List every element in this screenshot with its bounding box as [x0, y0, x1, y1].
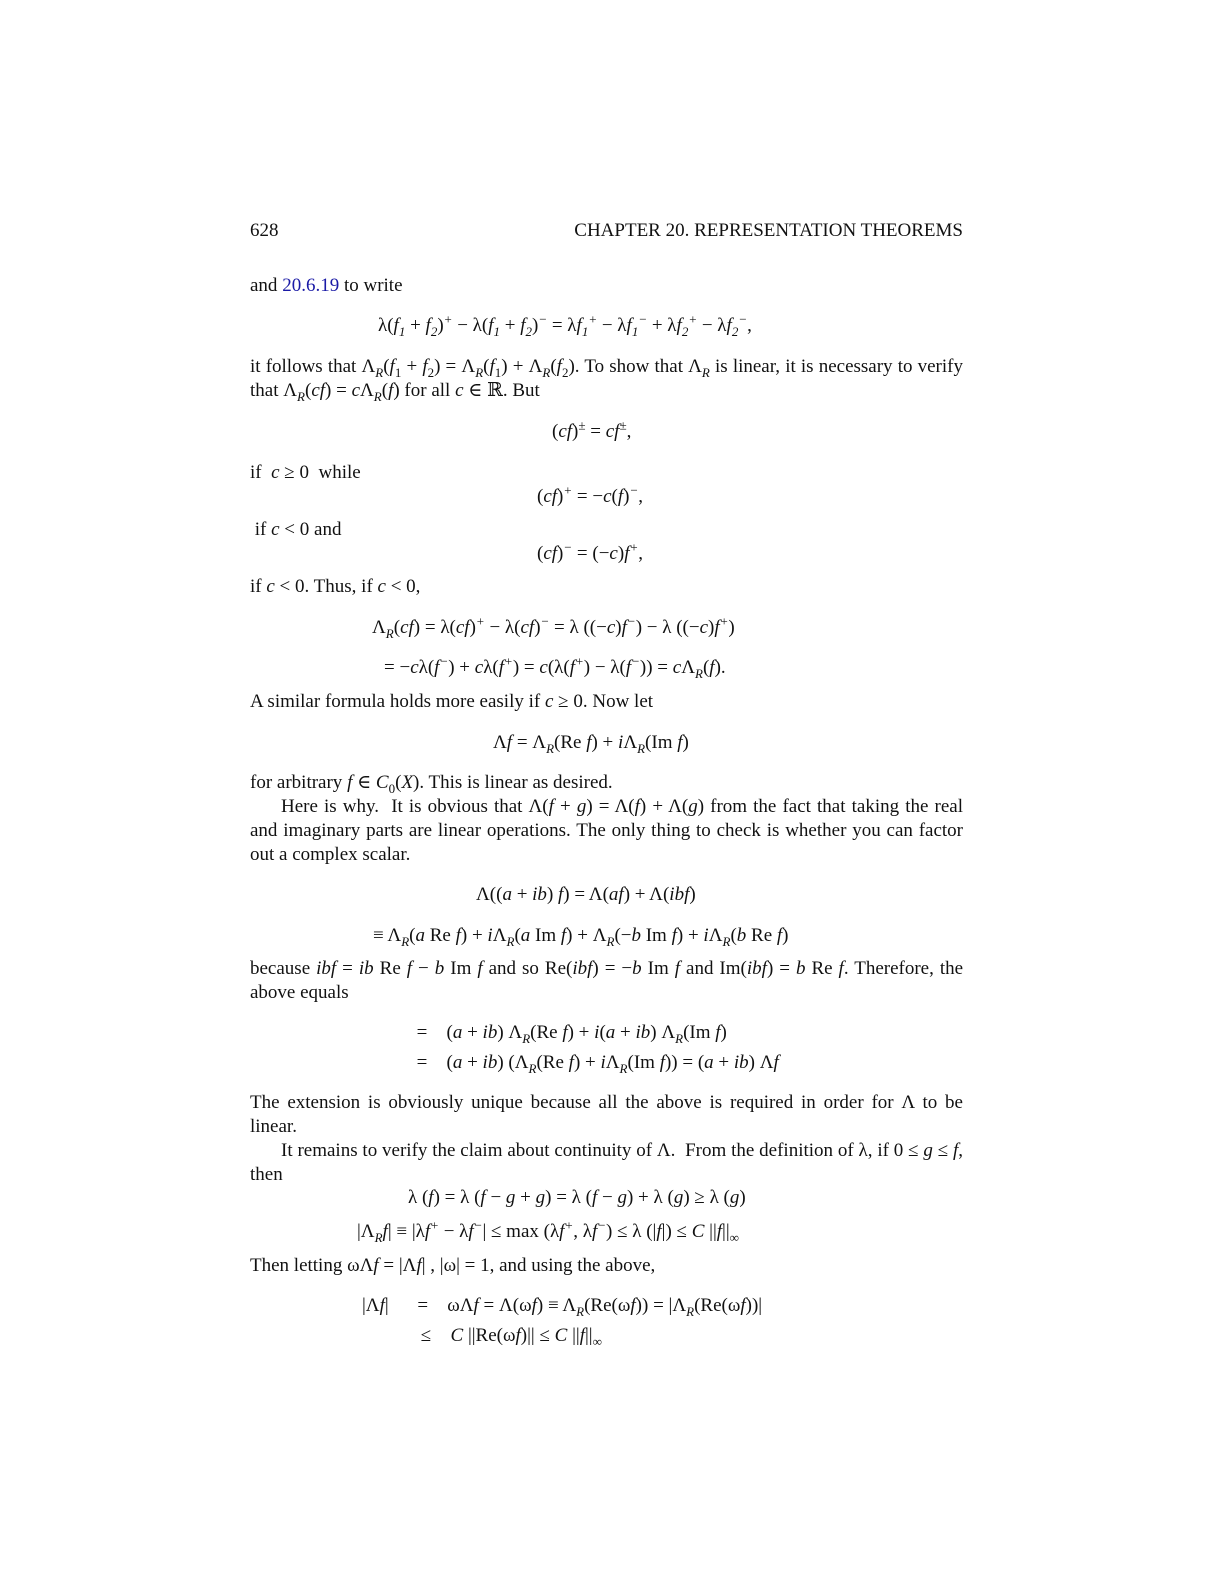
equation-8: ≡ $\Lambda_R(a$ Re $f) + i\Lambda_R(a$ Im $f) + \Lambda_R(-b$ Im $f) + i\Lambda_R(b$ Re f) — [373, 925, 789, 949]
paragraph-letting: Then letting ωΛf = |Λf| , |ω| = 1, and using the above, — [250, 1255, 656, 1276]
equation-3: (cf)+ = −c(f)−, — [537, 482, 643, 507]
equation-7: Λ((a + ib) f) = Λ(af) + Λ(ibf) — [476, 884, 696, 905]
equation-2: (cf)± = cf±, — [552, 417, 632, 442]
intro-line: and 20.6.19 to write — [250, 275, 403, 296]
equation-6: $\Lambda f = \Lambda_R(Re$ $f) + i\Lambda_R(Im$ f) — [493, 732, 689, 756]
equation-reference-link[interactable]: 20.6.19 — [282, 275, 340, 296]
equation-4: (cf)− = (−c)f+, — [537, 539, 643, 564]
paragraph-arbitrary: for arbitrary f ∈ $C_0(X)$. This is linear as desired. — [250, 772, 613, 796]
condition-1: if c ≥ 0 while — [250, 462, 361, 483]
condition-2: if c < 0 and — [250, 519, 342, 540]
equation-5b: = $-c\lambda(f^-) + c\lambda(f^+) = c(\lambda(f^+) - \lambda(f^-)) = c\Lambda_R(f)$. — [384, 653, 726, 681]
equation-12b: ≤ C ||Re(ωf)|| ≤ C $||f||_\infty$ — [420, 1325, 602, 1349]
equation-1: $\lambda(f_1 + f_2)^+ - \lambda(f_1 + f_2)^- = \lambda f_1^+ - \lambda f_1^- + \lambda f_2^+ - \lambda f_2^-$, — [378, 311, 752, 339]
page-number: 628 — [250, 220, 279, 241]
paragraph-because: because ibf = ib Re f − b Im f and so Re(ibf) = −b Im f and Im(ibf) = b Re f. Therefore, the above equals — [250, 958, 964, 1003]
paragraph-linearity: it follows that $\Lambda_R(f_1 + f_2) = \Lambda_R(f_1) + \Lambda_R(f_2)$. To show that $\Lambda_R$ is linear, it is necessary to verify that $\Lambda_R(cf) = c\Lambda_R(f)$ for all c ∈ ℝ. But — [250, 356, 963, 404]
paragraph-similar: A similar formula holds more easily if c ≥ 0. Now let — [250, 691, 654, 712]
equation-11: $|\Lambda_Rf| \equiv |\lambda f^+ - \lambda f^-| \le \max (\lambda f^+$, λf−) ≤ λ (|f|) ≤ C $||f||_\infty$ — [357, 1217, 739, 1245]
chapter-title: CHAPTER 20. REPRESENTATION THEOREMS — [574, 220, 963, 241]
equation-12a: |Λf| = $\omega\Lambda f = \Lambda(\omega f) \equiv \Lambda_R(Re(\omega f)) = |\Lambda_R(Re(\omega f))|$ — [362, 1295, 763, 1319]
equation-9a: = (a + ib) $\Lambda_R(Re$ f) + i(a + ib) $\Lambda_R(Im$ f) — [416, 1022, 727, 1046]
condition-3: if c < 0. Thus, if c < 0, — [250, 576, 421, 597]
paragraph-continuity: It remains to verify the claim about continuity of Λ. From the definition of λ, if 0 ≤ g ≤ f, then — [250, 1140, 963, 1185]
page — [250, 0, 963, 1584]
paragraph-why: Here is why. It is obvious that Λ(f + g) = Λ(f) + Λ(g) from the fact that taking the real and imaginary parts are linear operations. The only thing to check is whether you can factor out a complex scalar. — [250, 796, 963, 865]
equation-9b: = (a + ib) ($\Lambda_R(Re$ $f) + i\Lambda_R(Im$ f)) = (a + ib) Λf — [416, 1052, 779, 1076]
paragraph-unique: The extension is obviously unique because all the above is required in order for Λ to be linear. — [250, 1092, 963, 1137]
running-header — [250, 219, 963, 243]
equation-5a: $\Lambda_R(cf) = \lambda(cf)^+ - \lambda(cf)^- = \lambda$ ((−c)f−) − λ ((−c)f+) — [372, 613, 735, 641]
equation-10: λ (f) = λ (f − g + g) = λ (f − g) + λ (g) ≥ λ (g) — [408, 1187, 746, 1208]
